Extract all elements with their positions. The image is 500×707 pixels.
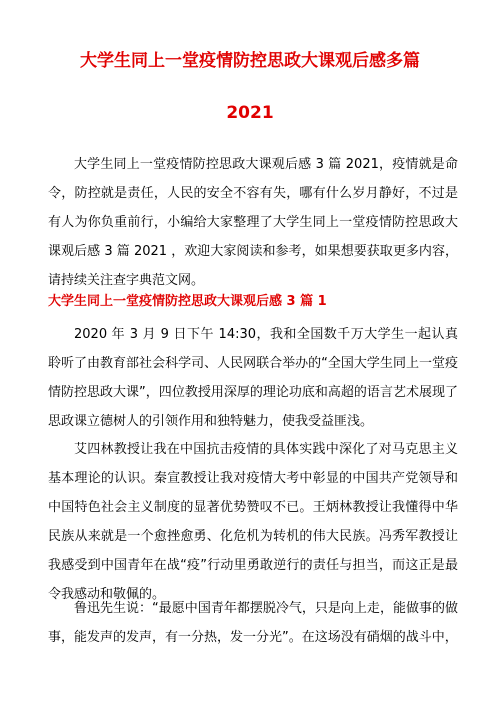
intro-paragraph: 大学生同上一堂疫情防控思政大课观后感 3 篇 2021，疫情就是命令，防控就是责任，人民的安全不容有失，哪有什么岁月静好，不过是有人为你负重前行，小编给大家整理了大学生同上一堂疫情防控思政大课观后感 3 篇 2021 ，欢迎大家阅读和参考，如果想要获取更多内容，请持续关注查字典范文网。 (48, 157, 458, 288)
body-paragraph: 鲁迅先生说：“最愿中国青年都摆脱冷气，只是向上走，能做事的做事，能发声的发声，有一分热，发一分光”。在这场没有硝烟的战斗中， (48, 601, 458, 645)
body-paragraph: 2020 年 3 月 9 日下午 14:30，我和全国数千万大学生一起认真聆听了由教育部社会科学司、人民网联合举办的“全国大学生同上一堂疫情防控思政大课”，四位教授用深厚的理论功底和高超的语言艺术展现了思政课立德树人的引领作用和独特魅力，使我受益匪浅。 (48, 327, 458, 429)
section-heading: 大学生同上一堂疫情防控思政大课观后感 3 篇 1 (48, 294, 327, 309)
body-paragraph: 艾四林教授让我在中国抗击疫情的具体实践中深化了对马克思主义基本理论的认识。秦宣教授让我对疫情大考中彰显的中国共产党领导和中国特色社会主义制度的显著优势赞叹不已。王炳林教授让我懂得中华民族从来就是一个愈挫愈勇、化危机为转机的伟大民族。冯秀军教授让我感受到中国青年在战“疫”行动里勇敢逆行的责任与担当，而这正是最令我感动和敬佩的。 (48, 442, 458, 602)
document-title-year: 2021 (226, 103, 274, 123)
document-title: 大学生同上一堂疫情防控思政大课观后感多篇 (80, 51, 420, 71)
